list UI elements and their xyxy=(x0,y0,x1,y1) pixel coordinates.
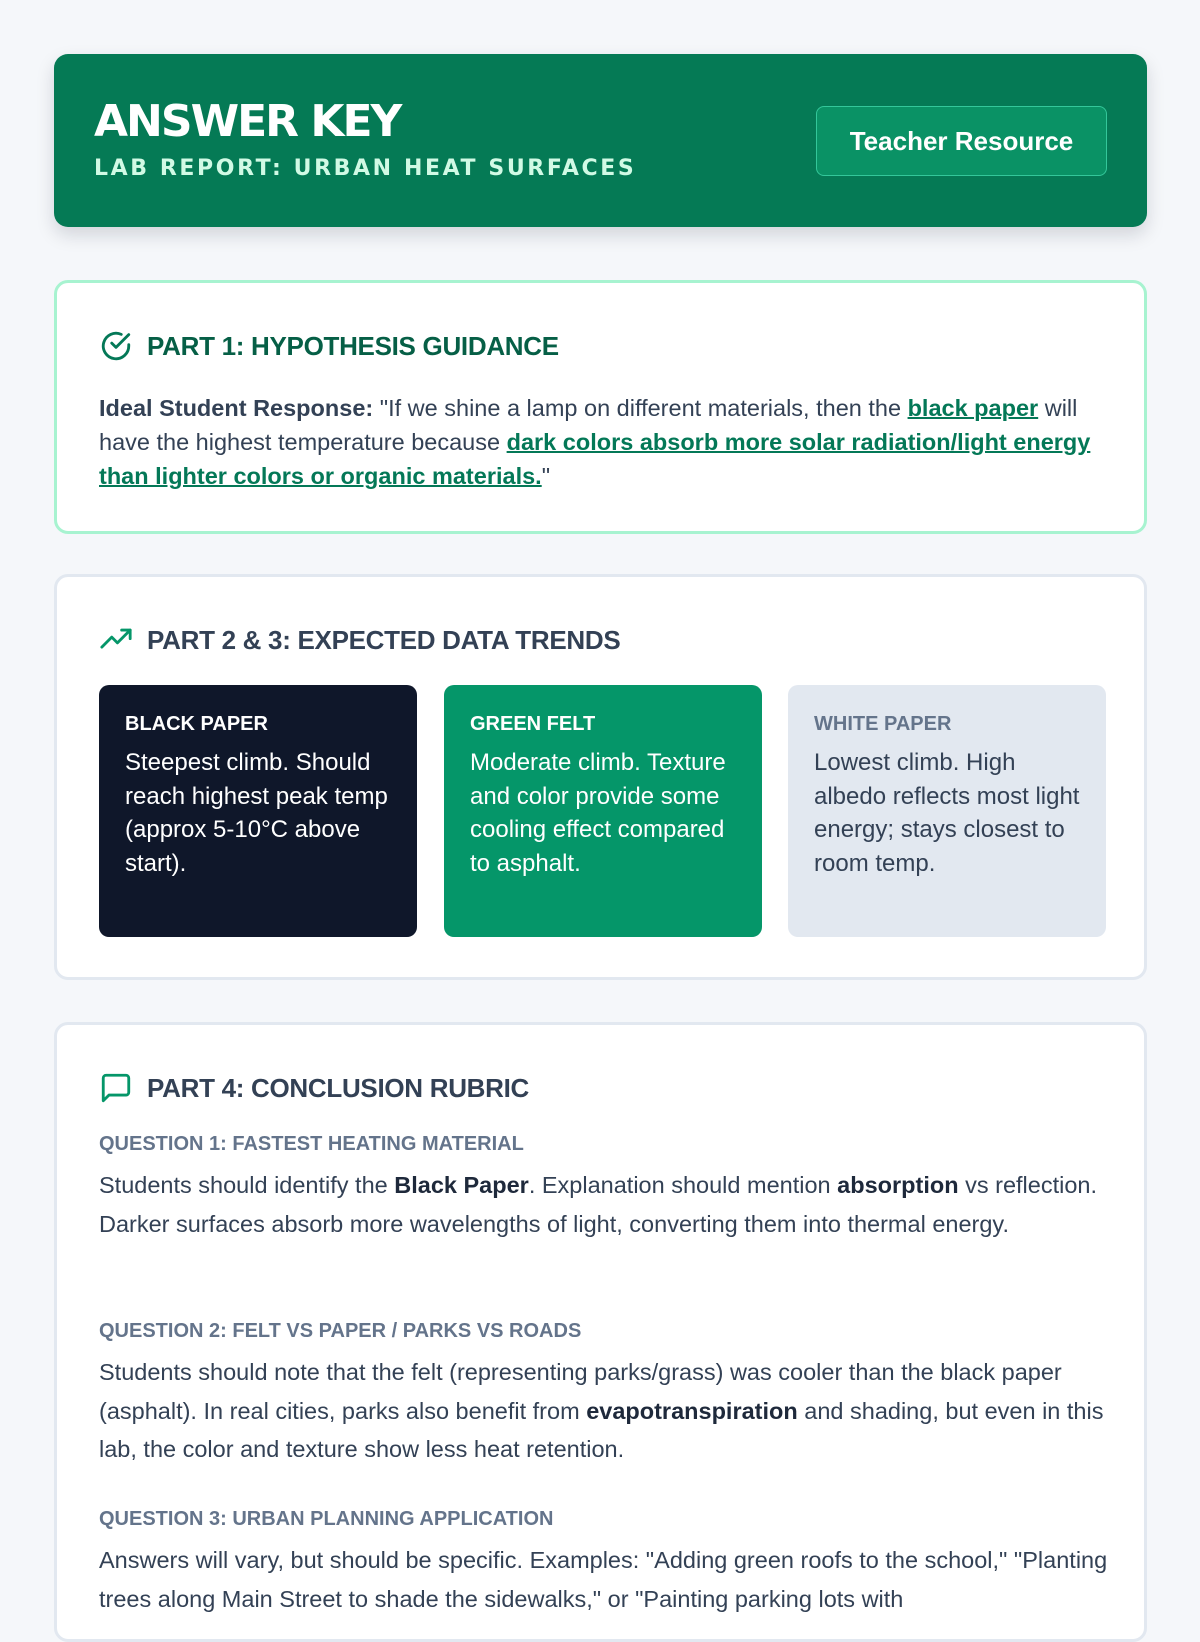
response-text: "If we shine a lamp on different materials, then the xyxy=(373,395,908,421)
question-answer xyxy=(99,1166,1109,1243)
question-label: QUESTION 2: FELT VS PAPER / PARKS VS ROADS xyxy=(99,1320,582,1342)
trend-card-green-felt xyxy=(444,685,762,937)
response-label: Ideal Student Response: xyxy=(99,395,374,421)
trend-title: WHITE PAPER xyxy=(814,713,952,735)
check-circle-icon xyxy=(99,329,133,363)
trend-text: Lowest climb. High albedo reflects most light energy; stays closest to room temp. xyxy=(814,749,1080,877)
section-heading xyxy=(99,623,620,657)
key-term-highlight: dark colors absorb more solar radiation/light energy than lighter colors or organic materials. xyxy=(99,429,1091,489)
answer-text: Answers will vary, but should be specific. Examples: "Adding green roofs to the school," "Planting trees along Main Street to shade the sidewalks," or "Painting parking lots with xyxy=(99,1547,1108,1612)
answer-text: . Explanation should mention xyxy=(528,1172,838,1198)
section-heading xyxy=(99,1071,529,1105)
trend-text: Steepest climb. Should reach highest peak temp (approx 5-10°C above start). xyxy=(125,749,388,877)
question-label: QUESTION 1: FASTEST HEATING MATERIAL xyxy=(99,1133,524,1155)
answer-emphasis: absorption xyxy=(837,1172,959,1198)
conclusion-rubric-card xyxy=(54,1022,1147,1642)
page-title: ANSWER KEY xyxy=(94,96,401,147)
question-label: QUESTION 3: URBAN PLANNING APPLICATION xyxy=(99,1508,554,1530)
answer-text: Students should note that the felt (representing parks/grass) was cooler than the black paper (asphalt). In real cities, parks also benefit from xyxy=(99,1359,1062,1424)
question-answer xyxy=(99,1541,1109,1618)
answer-emphasis: evapotranspiration xyxy=(586,1397,798,1424)
answer-text: Students should identify the xyxy=(99,1172,395,1198)
trend-card-black-paper xyxy=(99,685,417,937)
answer-emphasis: Black Paper xyxy=(394,1172,529,1198)
page-subtitle: LAB REPORT: URBAN HEAT SURFACES xyxy=(94,156,637,181)
teacher-resource-button[interactable]: Teacher Resource xyxy=(816,106,1107,176)
ideal-response-paragraph xyxy=(99,391,1099,493)
section-heading-text: PART 4: CONCLUSION RUBRIC xyxy=(147,1072,530,1103)
question-answer xyxy=(99,1353,1109,1469)
trend-title: BLACK PAPER xyxy=(125,713,268,735)
hypothesis-guidance-card xyxy=(54,280,1147,534)
trend-card-white-paper xyxy=(788,685,1106,937)
answer-text: vs reflection. Darker surfaces absorb more wavelengths of light, converting them into thermal energy. xyxy=(99,1172,1098,1237)
rubric-question-1 xyxy=(99,1133,1109,1243)
response-text: will have the highest temperature because xyxy=(99,395,1078,455)
header-banner xyxy=(54,54,1147,227)
rubric-question-2 xyxy=(99,1320,1109,1469)
trending-up-icon xyxy=(99,623,133,657)
message-square-icon xyxy=(99,1071,133,1105)
response-text: " xyxy=(541,463,551,489)
trend-text: Moderate climb. Texture and color provide some cooling effect compared to asphalt. xyxy=(470,749,726,877)
section-heading xyxy=(99,329,559,363)
key-term-highlight: black paper xyxy=(907,395,1039,421)
section-heading-text: PART 1: HYPOTHESIS GUIDANCE xyxy=(147,330,559,361)
rubric-question-3 xyxy=(99,1508,1109,1618)
answer-text: and shading, but even in this lab, the color and texture show less heat retention. xyxy=(99,1397,1104,1462)
data-trends-card xyxy=(54,574,1147,980)
trend-title: GREEN FELT xyxy=(470,713,596,735)
section-heading-text: PART 2 & 3: EXPECTED DATA TRENDS xyxy=(147,624,621,655)
